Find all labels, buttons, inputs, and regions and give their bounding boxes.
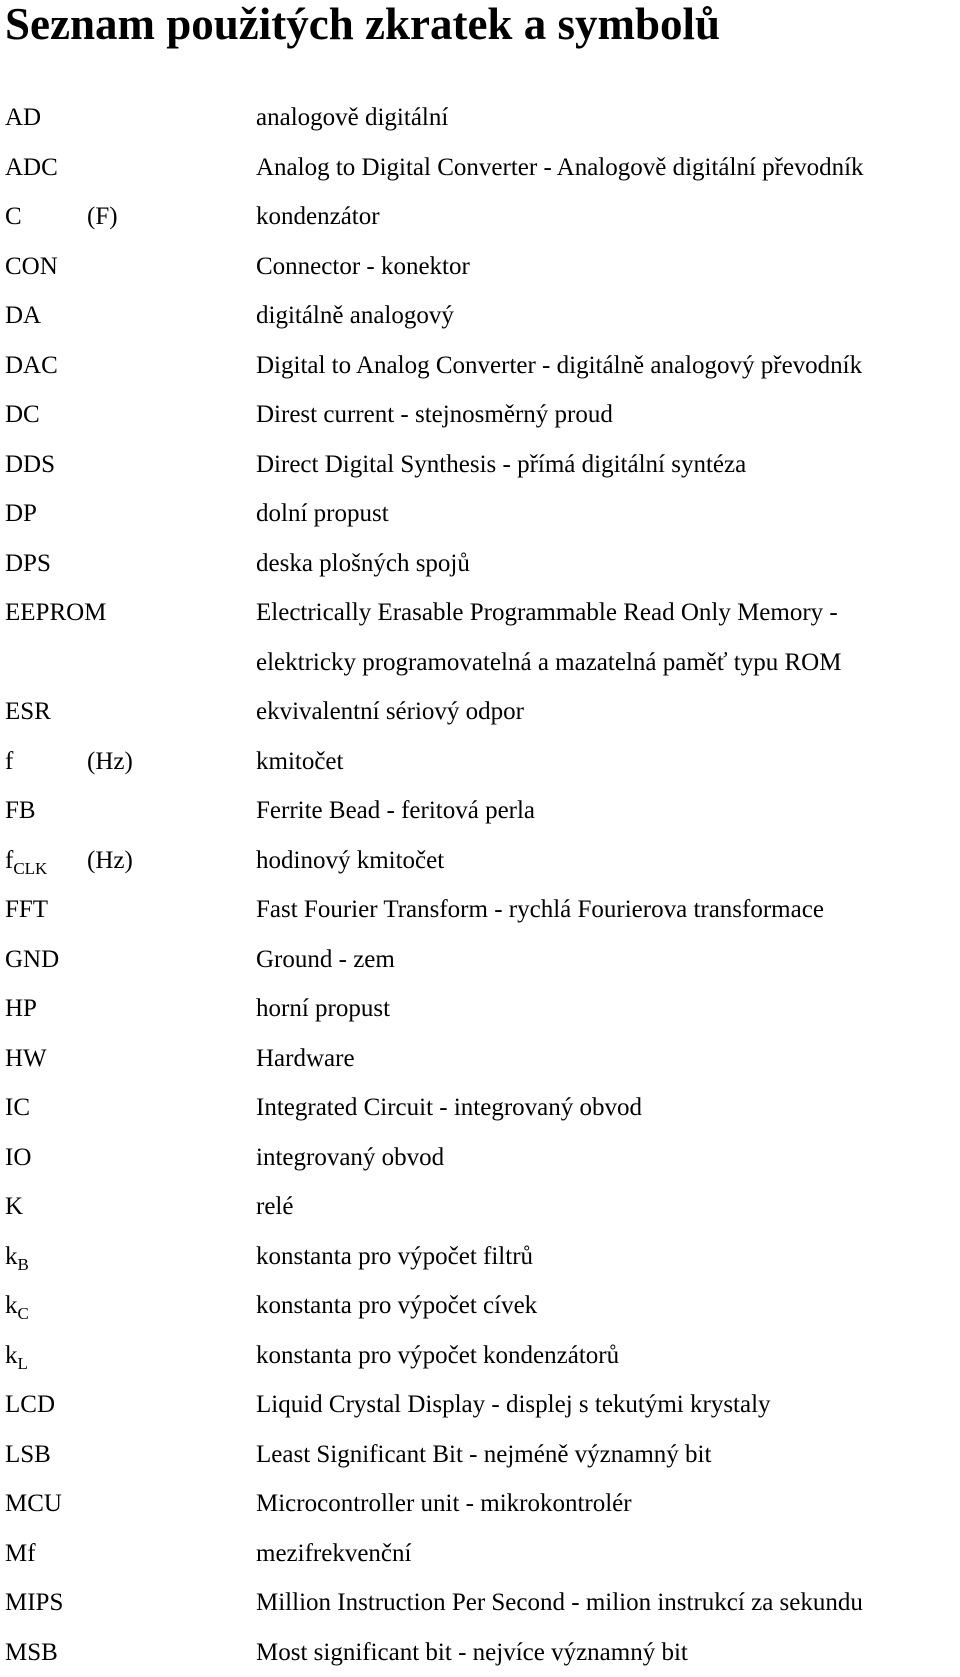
abbreviation-row <box>0 143 960 193</box>
abbreviation-description: Electrically Erasable Programmable Read Only Memory - <box>256 588 838 638</box>
abbreviation-unit: (Hz) <box>87 737 133 787</box>
abbreviation-row <box>0 93 960 143</box>
abbreviation-unit: (Hz) <box>87 836 133 886</box>
abbreviation-term <box>5 1182 23 1232</box>
abbreviation-description: Ferrite Bead - feritová perla <box>256 786 535 836</box>
abbreviation-description: dolní propust <box>256 489 389 539</box>
abbreviation-row <box>0 1380 960 1430</box>
abbreviation-term <box>5 885 48 935</box>
abbreviation-row <box>0 1232 960 1282</box>
abbreviation-term <box>5 1133 31 1183</box>
page-title: Seznam použitých zkratek a symbolů <box>5 0 720 48</box>
abbreviation-subscript: CLK <box>13 859 47 878</box>
abbreviation-term <box>5 390 40 440</box>
abbreviation-description: Direst current - stejnosměrný proud <box>256 390 613 440</box>
abbreviation-row <box>0 638 960 688</box>
abbreviation-term <box>5 1281 29 1331</box>
abbreviation-symbol: EEPROM <box>5 599 106 626</box>
abbreviation-description: relé <box>256 1182 293 1232</box>
abbreviation-list <box>0 93 960 1677</box>
abbreviation-row <box>0 1281 960 1331</box>
abbreviation-term <box>5 341 58 391</box>
abbreviation-symbol: k <box>5 1292 18 1319</box>
abbreviation-symbol: ADC <box>5 154 58 181</box>
abbreviation-symbol: K <box>5 1193 23 1220</box>
abbreviation-description: Microcontroller unit - mikrokontrolér <box>256 1479 632 1529</box>
abbreviation-term <box>5 1479 62 1529</box>
abbreviation-term <box>5 192 22 242</box>
abbreviation-term <box>5 737 13 787</box>
abbreviation-symbol: GND <box>5 946 59 973</box>
abbreviation-symbol: CON <box>5 253 58 280</box>
abbreviation-description: Digital to Analog Converter - digitálně analogový převodník <box>256 341 862 391</box>
abbreviation-row <box>0 1083 960 1133</box>
abbreviation-symbol: Mf <box>5 1540 36 1567</box>
abbreviation-description: Analog to Digital Converter - Analogově digitální převodník <box>256 143 864 193</box>
abbreviation-description: konstanta pro výpočet cívek <box>256 1281 537 1331</box>
abbreviation-description: Hardware <box>256 1034 355 1084</box>
abbreviation-row <box>0 291 960 341</box>
abbreviation-term <box>5 440 55 490</box>
abbreviation-symbol: DAC <box>5 352 58 379</box>
abbreviation-symbol: MIPS <box>5 1589 63 1616</box>
abbreviation-row <box>0 836 960 886</box>
abbreviation-row <box>0 786 960 836</box>
abbreviation-term <box>5 984 37 1034</box>
abbreviation-description: digitálně analogový <box>256 291 454 341</box>
abbreviation-term <box>5 1628 58 1677</box>
abbreviation-row <box>0 984 960 1034</box>
abbreviation-description: elektricky programovatelná a mazatelná paměť typu ROM <box>256 638 841 688</box>
abbreviation-row <box>0 341 960 391</box>
abbreviation-symbol: HP <box>5 995 37 1022</box>
abbreviation-row <box>0 1479 960 1529</box>
abbreviation-symbol: f <box>5 748 13 775</box>
abbreviation-row <box>0 1529 960 1579</box>
abbreviation-term <box>5 93 41 143</box>
abbreviation-row <box>0 539 960 589</box>
abbreviation-description: hodinový kmitočet <box>256 836 444 886</box>
abbreviation-row <box>0 687 960 737</box>
abbreviation-description: kmitočet <box>256 737 343 787</box>
abbreviation-term <box>5 687 51 737</box>
abbreviation-description: kondenzátor <box>256 192 380 242</box>
abbreviation-symbol: MCU <box>5 1490 62 1517</box>
abbreviation-description: konstanta pro výpočet kondenzátorů <box>256 1331 619 1381</box>
abbreviation-symbol: AD <box>5 104 41 131</box>
abbreviation-term <box>5 143 58 193</box>
abbreviation-symbol: HW <box>5 1045 47 1072</box>
abbreviation-symbol: k <box>5 1342 18 1369</box>
abbreviation-symbol: DA <box>5 302 41 329</box>
abbreviation-symbol: k <box>5 1243 18 1270</box>
abbreviation-subscript: L <box>18 1354 28 1373</box>
abbreviation-description: Direct Digital Synthesis - přímá digitální syntéza <box>256 440 746 490</box>
abbreviation-description: konstanta pro výpočet filtrů <box>256 1232 533 1282</box>
abbreviation-term <box>5 1331 28 1381</box>
abbreviation-symbol: IO <box>5 1144 31 1171</box>
abbreviation-symbol: FFT <box>5 896 48 923</box>
abbreviation-term <box>5 1232 29 1282</box>
abbreviation-row <box>0 1182 960 1232</box>
abbreviation-term <box>5 242 58 292</box>
abbreviation-term <box>5 1034 47 1084</box>
abbreviation-term <box>5 1430 51 1480</box>
abbreviation-symbol: FB <box>5 797 36 824</box>
abbreviation-symbol: LSB <box>5 1441 51 1468</box>
abbreviation-subscript: B <box>18 1255 29 1274</box>
abbreviation-description: Integrated Circuit - integrovaný obvod <box>256 1083 642 1133</box>
abbreviation-symbol: DP <box>5 500 37 527</box>
abbreviation-description: analogově digitální <box>256 93 448 143</box>
abbreviation-row <box>0 885 960 935</box>
abbreviation-description: Most significant bit - nejvíce významný bit <box>256 1628 688 1677</box>
abbreviation-row <box>0 489 960 539</box>
abbreviation-term <box>5 836 47 886</box>
abbreviation-term <box>5 1083 30 1133</box>
abbreviation-description: Fast Fourier Transform - rychlá Fourierova transformace <box>256 885 824 935</box>
abbreviation-description: horní propust <box>256 984 390 1034</box>
abbreviation-description: ekvivalentní sériový odpor <box>256 687 524 737</box>
abbreviation-term <box>5 935 59 985</box>
abbreviation-row <box>0 588 960 638</box>
abbreviation-row <box>0 440 960 490</box>
abbreviation-subscript: C <box>18 1304 29 1323</box>
abbreviation-symbol: ESR <box>5 698 51 725</box>
abbreviation-description: integrovaný obvod <box>256 1133 444 1183</box>
abbreviation-term <box>5 786 36 836</box>
abbreviation-description: deska plošných spojů <box>256 539 470 589</box>
abbreviation-row <box>0 242 960 292</box>
abbreviation-term <box>5 1529 36 1579</box>
abbreviation-row <box>0 1628 960 1677</box>
abbreviation-term <box>5 291 41 341</box>
abbreviation-term <box>5 588 106 638</box>
abbreviation-description: Liquid Crystal Display - displej s tekutými krystaly <box>256 1380 771 1430</box>
abbreviation-row <box>0 1578 960 1628</box>
abbreviation-row <box>0 1331 960 1381</box>
abbreviation-row <box>0 1133 960 1183</box>
abbreviation-symbol: DC <box>5 401 40 428</box>
abbreviation-symbol: LCD <box>5 1391 55 1418</box>
abbreviation-unit: (F) <box>87 192 118 242</box>
abbreviation-description: mezifrekvenční <box>256 1529 411 1579</box>
abbreviation-symbol: DPS <box>5 550 51 577</box>
abbreviation-symbol: DDS <box>5 451 55 478</box>
abbreviation-term <box>5 1380 55 1430</box>
abbreviation-row <box>0 192 960 242</box>
abbreviation-symbol: C <box>5 203 22 230</box>
abbreviation-description: Million Instruction Per Second - milion instrukcí za sekundu <box>256 1578 863 1628</box>
abbreviation-row <box>0 935 960 985</box>
abbreviation-row <box>0 1034 960 1084</box>
abbreviation-symbol: MSB <box>5 1639 58 1666</box>
abbreviation-description: Least Significant Bit - nejméně významný bit <box>256 1430 711 1480</box>
abbreviation-description: Connector - konektor <box>256 242 470 292</box>
abbreviation-row <box>0 1430 960 1480</box>
abbreviation-term <box>5 1578 63 1628</box>
abbreviation-symbol: IC <box>5 1094 30 1121</box>
abbreviation-row <box>0 390 960 440</box>
abbreviation-description: Ground - zem <box>256 935 395 985</box>
abbreviation-term <box>5 539 51 589</box>
abbreviation-row <box>0 737 960 787</box>
abbreviation-term <box>5 489 37 539</box>
abbreviation-symbol: f <box>5 847 13 874</box>
